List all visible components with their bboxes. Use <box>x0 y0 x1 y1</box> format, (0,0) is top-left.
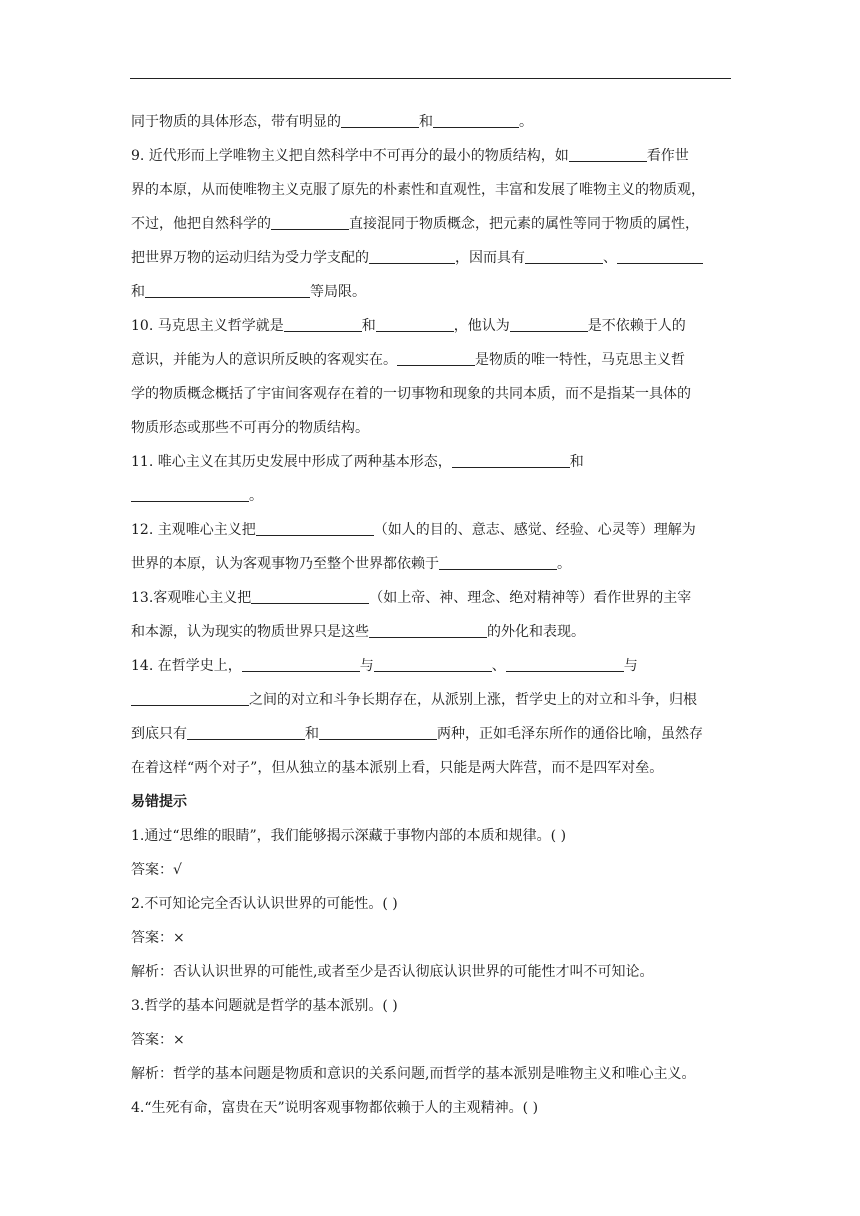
text-fragment: 9. 近代形而上学唯物主义把自然科学中不可再分的最小的物质结构，如 <box>131 148 569 164</box>
text-fragment: 把世界万物的运动归结为受力学支配的 <box>131 250 369 266</box>
fill-blank <box>439 555 557 570</box>
text-fragment: 与 <box>623 658 638 674</box>
answer-1: 答案：√ <box>131 862 182 878</box>
question-14 <box>131 649 731 683</box>
text-fragment: 、 <box>603 250 617 266</box>
text-fragment: 。 <box>557 556 571 572</box>
text-fragment: 之间的对立和斗争长期存在，从派别上涨，哲学史上的对立和斗争，归根 <box>249 692 697 708</box>
text-fragment: 不过，他把自然科学的 <box>131 216 271 232</box>
question-12 <box>131 513 731 547</box>
fill-blank <box>617 249 703 264</box>
text-fragment: 13.客观唯心主义把 <box>131 590 252 606</box>
text-line: 界的本原，从而使唯物主义克服了原先的朴素性和直观性，丰富和发展了唯物主义的物质观， <box>131 182 705 198</box>
question-9 <box>131 139 731 173</box>
text-fragment: 10. 马克思主义哲学就是 <box>131 318 284 334</box>
text-fragment: 。 <box>519 114 533 130</box>
error-question-2: 2.不可知论完全否认认识世界的可能性。( ) <box>131 896 398 912</box>
fill-blank <box>369 249 455 264</box>
fill-blank <box>376 317 454 332</box>
fill-blank <box>397 351 475 366</box>
fill-blank <box>374 657 492 672</box>
text-fragment: 和 <box>305 726 319 742</box>
fill-blank <box>251 589 369 604</box>
text-fragment: 等局限。 <box>310 284 366 300</box>
fill-blank <box>131 691 249 706</box>
text-line <box>131 105 731 139</box>
text-fragment: 同于物质的具体形态，带有明显的 <box>131 114 341 130</box>
text-fragment: 11. 唯心主义在其历史发展中形成了两种基本形态， <box>131 454 452 470</box>
text-line: 物质形态或那些不可再分的物质结构。 <box>131 420 369 436</box>
text-fragment: 是物质的唯一特性，马克思主义哲 <box>475 352 685 368</box>
error-question-3: 3.哲学的基本问题就是哲学的基本派别。( ) <box>131 998 398 1014</box>
text-line <box>131 547 731 581</box>
text-fragment: 和 <box>419 114 433 130</box>
answer-3: 答案：× <box>131 1032 185 1048</box>
text-fragment: 。 <box>249 488 263 504</box>
fill-blank <box>242 657 360 672</box>
error-question-4: 4.“生死有命，富贵在天”说明客观事物都依赖于人的主观精神。( ) <box>131 1100 539 1116</box>
fill-blank <box>187 725 305 740</box>
fill-blank <box>284 317 362 332</box>
fill-blank <box>510 317 588 332</box>
text-line <box>131 615 731 649</box>
answer-2: 答案：× <box>131 930 185 946</box>
text-fragment: 与 <box>359 658 374 674</box>
fill-blank <box>145 283 310 298</box>
text-fragment: ，因而具有 <box>455 250 525 266</box>
text-fragment: 到底只有 <box>131 726 187 742</box>
analysis-3: 解析：哲学的基本问题是物质和意识的关系问题,而哲学的基本派别是唯物主义和唯心主义。 <box>131 1066 696 1082</box>
text-fragment: 和 <box>569 454 584 470</box>
text-fragment: 12. 主观唯心主义把 <box>131 522 256 538</box>
section-heading: 易错提示 <box>131 794 187 810</box>
question-13 <box>131 581 731 615</box>
error-question-1: 1.通过“思维的眼睛”，我们能够揭示深藏于事物内部的本质和规律。( ) <box>131 828 567 844</box>
text-fragment: 和本源，认为现实的物质世界只是这些 <box>131 624 369 640</box>
text-fragment: 直接混同于物质概念，把元素的属性等同于物质的属性， <box>349 216 699 232</box>
fill-blank <box>131 487 249 502</box>
text-line: 在着这样“两个对子”，但从独立的基本派别上看，只能是两大阵营，而不是四军对垒。 <box>131 760 664 776</box>
text-fragment: 两种，正如毛泽东所作的通俗比喻，虽然存 <box>437 726 703 742</box>
text-fragment: 意识，并能为人的意识所反映的客观实在。 <box>131 352 397 368</box>
text-fragment: 的外化和表现。 <box>487 624 585 640</box>
fill-blank <box>271 215 349 230</box>
header-rule <box>130 78 731 79</box>
text-line <box>131 717 731 751</box>
fill-blank <box>256 521 374 536</box>
fill-blank <box>452 453 570 468</box>
question-10 <box>131 309 731 343</box>
text-fragment: 和 <box>361 318 376 334</box>
text-fragment: 14. 在哲学史上， <box>131 658 242 674</box>
text-line <box>131 479 731 513</box>
text-fragment: 世界的本原，认为客观事物乃至整个世界都依赖于 <box>131 556 439 572</box>
text-fragment: ，他认为 <box>453 318 510 334</box>
text-line <box>131 207 731 241</box>
text-fragment: 和 <box>131 284 145 300</box>
fill-blank <box>569 147 647 162</box>
question-11 <box>131 445 731 479</box>
fill-blank <box>319 725 437 740</box>
text-fragment: （如上帝、神、理念、绝对精神等）看作世界的主宰 <box>369 590 692 606</box>
text-line <box>131 343 731 377</box>
document-body <box>131 105 731 1125</box>
text-fragment: 是不依赖于人的 <box>587 318 686 334</box>
text-fragment: 、 <box>491 658 506 674</box>
text-line <box>131 275 731 309</box>
text-line <box>131 683 731 717</box>
fill-blank <box>525 249 603 264</box>
fill-blank <box>341 113 419 128</box>
fill-blank <box>369 623 487 638</box>
text-fragment: （如人的目的、意志、感觉、经验、心灵等）理解为 <box>373 522 696 538</box>
text-line: 学的物质概念概括了宇宙间客观存在着的一切事物和现象的共同本质，而不是指某一具体的 <box>131 386 691 402</box>
text-line <box>131 241 731 275</box>
fill-blank <box>506 657 624 672</box>
analysis-2: 解析：否认认识世界的可能性,或者至少是否认彻底认识世界的可能性才叫不可知论。 <box>131 964 654 980</box>
text-fragment: 看作世 <box>646 148 689 164</box>
fill-blank <box>433 113 519 128</box>
